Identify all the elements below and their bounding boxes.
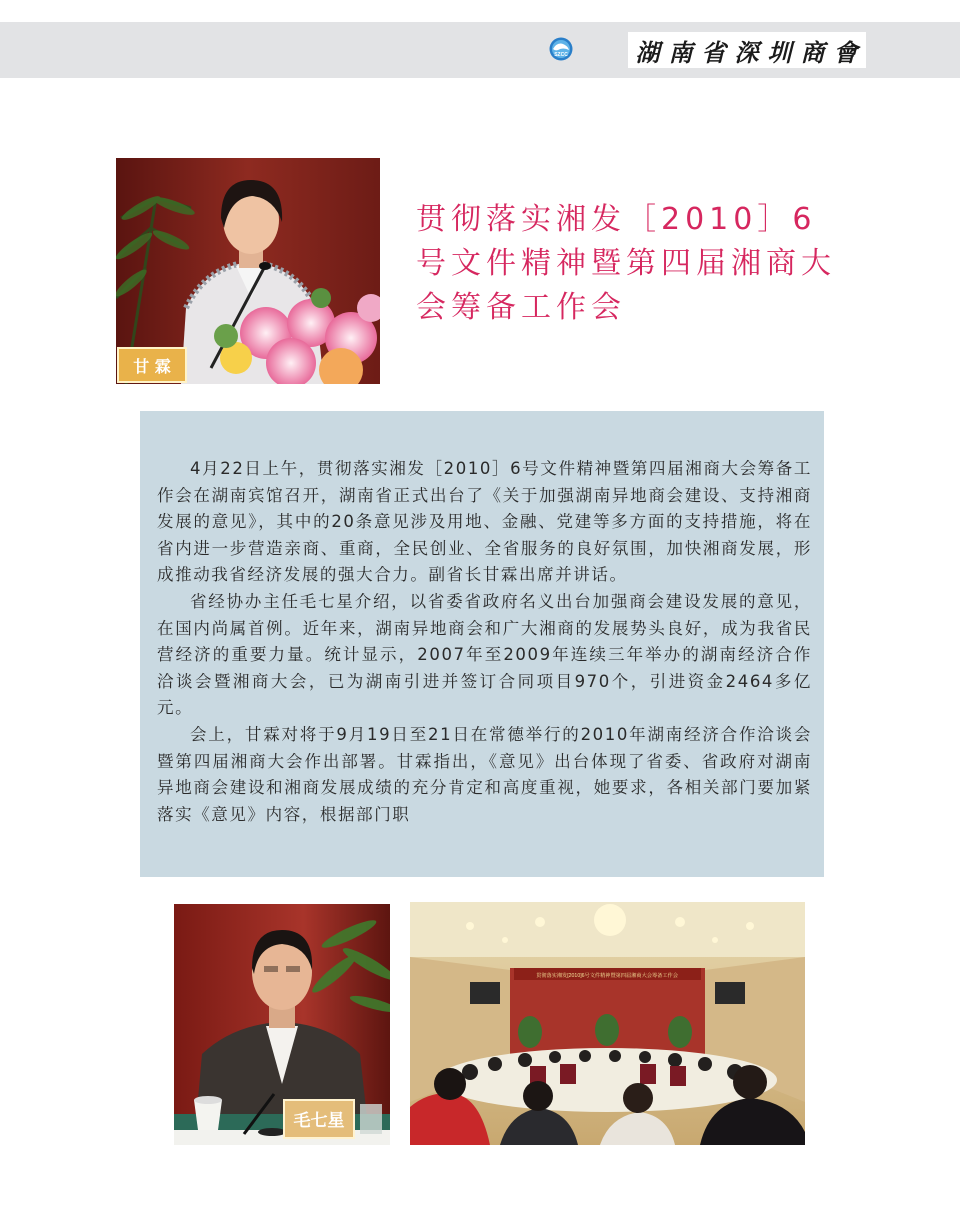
conference-hall-photo [410, 902, 805, 1145]
article-paragraph-1: 4月22日上午，贯彻落实湘发［2010］6号文件精神暨第四届湘商大会筹备工作会在湖南宾馆召开，湖南省正式出台了《关于加强湖南异地商会建设、支持湘商发展的意见》，其中的20条意见涉及用地、金融、党建等多方面的支持措施，将在省内进一步营造亲商、重商，全民创业、全省服务的良好氛围，加快湘商发展，形成推动我省经济发展的强大合力。副省长甘霖出席并讲话。 [157, 459, 812, 585]
chamber-logo-icon [549, 37, 573, 61]
logo-text: SZCC [554, 52, 568, 58]
speaker-photo [116, 158, 380, 384]
hall-banner: 贯彻落实湘发[2010]6号文件精神暨第四届湘商大会筹备工作会 [536, 973, 678, 979]
article-paragraph-3: 会上，甘霖对将于9月19日至21日在常德举行的2010年湖南经济合作洽谈会暨第四届湘商大会作出部署。甘霖指出，《意见》出台体现了省委、省政府对湖南异地商会建设和湘商发展成绩的充分肯定和高度重视，她要求，各相关部门要加紧落实《意见》内容，根据部门职 [157, 724, 812, 824]
article-title: 贯彻落实湘发［2010］6号文件精神暨第四届湘商大会筹备工作会 [416, 202, 836, 325]
article-body [157, 456, 812, 828]
org-name: 湖南省深圳商會 [635, 37, 867, 67]
article-paragraph-2: 省经协办主任毛七星介绍，以省委省政府名义出台加强商会建设发展的意见，在国内尚属首例。近年来，湖南异地商会和广大湘商的发展势头良好，成为我省民营经济的重要力量。统计显示，2007年至2009年连续三年举办的湖南经济合作洽谈会暨湘商大会，已为湖南引进并签订合同项目970个，引进资金2464多亿元。 [157, 591, 812, 718]
director-photo [174, 904, 390, 1145]
speaker-nameplate: 甘 霖 [133, 357, 171, 376]
director-nameplate: 毛七星 [293, 1111, 345, 1131]
org-name-box [628, 32, 866, 68]
